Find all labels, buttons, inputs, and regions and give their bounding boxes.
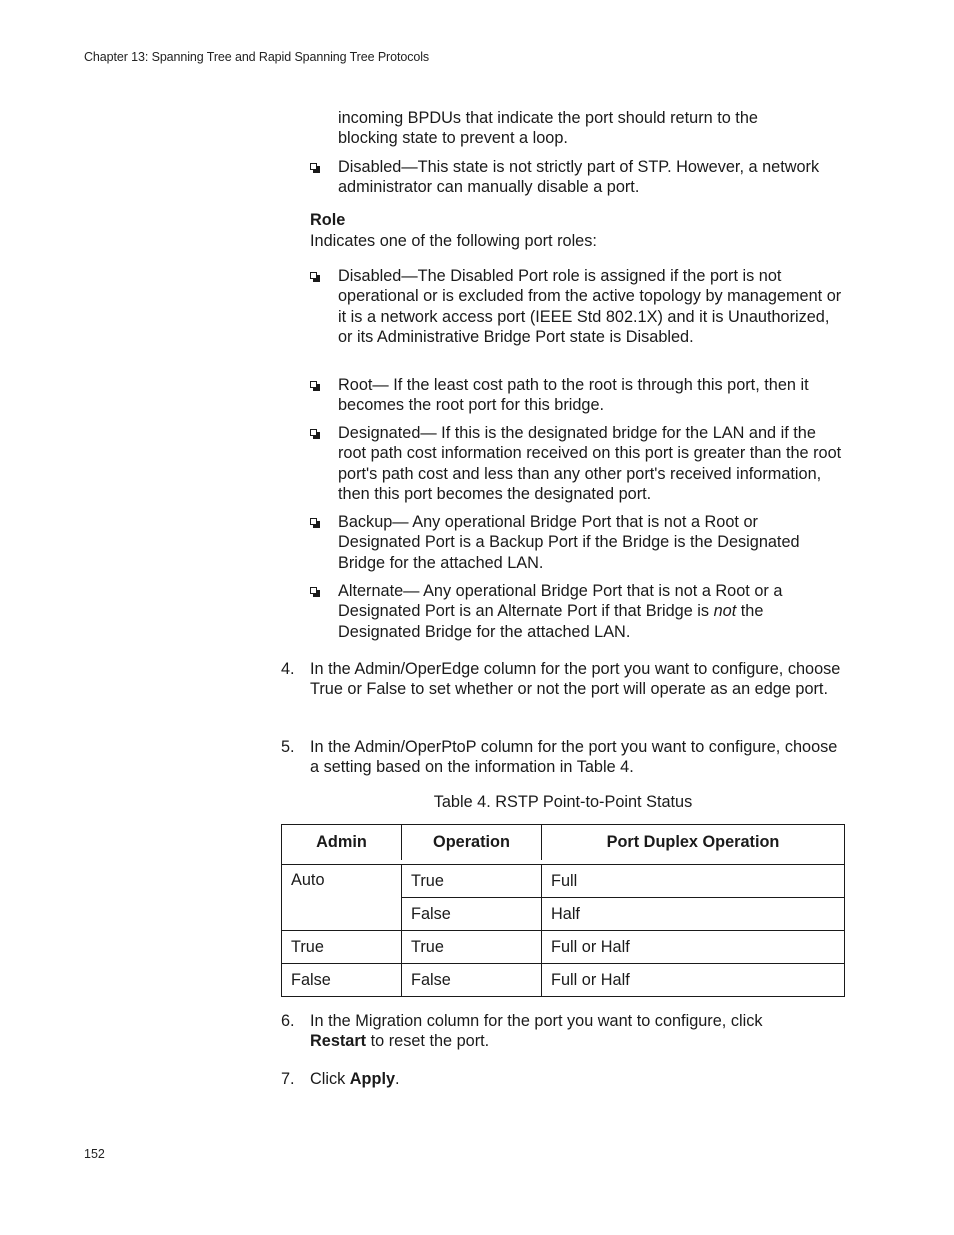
checkbox-bullet-icon xyxy=(310,272,317,279)
table-row: Auto True Full xyxy=(282,865,845,898)
table-row: True True Full or Half xyxy=(282,931,845,964)
checkbox-bullet-icon xyxy=(310,163,317,170)
table-header: Operation xyxy=(402,825,542,861)
checkbox-bullet-icon xyxy=(310,429,317,436)
restart-term: Restart xyxy=(310,1032,367,1051)
table-header: Admin xyxy=(282,825,402,861)
checkbox-bullet-icon xyxy=(310,381,317,388)
apply-term: Apply xyxy=(349,1070,396,1088)
table-header: Port Duplex Operation xyxy=(542,825,845,861)
table-row: False False Full or Half xyxy=(282,964,845,997)
page-number: 152 xyxy=(84,1147,105,1161)
role-heading: Role xyxy=(310,211,346,229)
table-row: False Half xyxy=(282,898,845,931)
running-head: Chapter 13: Spanning Tree and Rapid Spanning Tree Protocols xyxy=(84,50,430,64)
continuation-paragraph: incoming BPDUs that indicate the port should return to the blocking state to prevent a loop. xyxy=(338,109,758,148)
table-caption: Table 4. RSTP Point-to-Point Status xyxy=(433,793,693,811)
role-intro: Indicates one of the following port roles: xyxy=(310,232,597,250)
checkbox-bullet-icon xyxy=(310,518,317,525)
rstp-status-table xyxy=(281,824,845,997)
checkbox-bullet-icon xyxy=(310,587,317,594)
